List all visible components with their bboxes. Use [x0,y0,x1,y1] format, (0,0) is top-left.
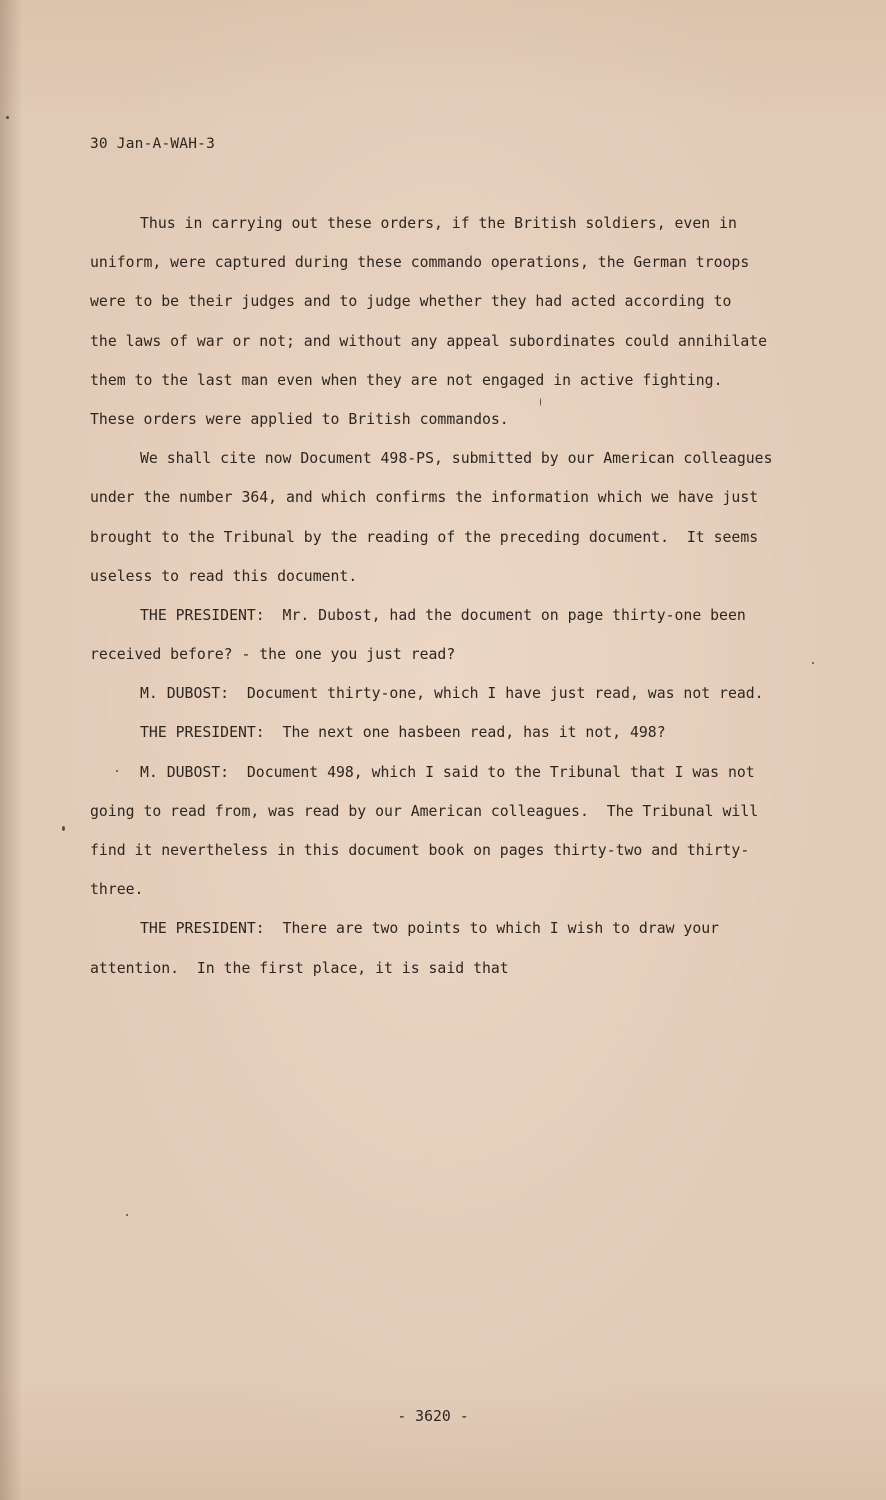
paper-speck [812,662,814,664]
paper-speck [116,770,118,772]
text-line: the laws of war or not; and without any appeal subordinates could annihilate [90,332,768,350]
text-line: brought to the Tribunal by the reading of the preceding document. It seems [90,528,759,546]
paper-speck [126,1214,128,1216]
text-line: M. DUBOST: Document thirty-one, which I have just read, was not read. [140,685,764,703]
text-line: uniform, were captured during these commando operations, the German troops [90,254,750,272]
text-line: going to read from, was read by our American colleagues. The Tribunal will [90,802,759,820]
text-line: them to the last man even when they are not engaged in active fighting. [90,371,723,389]
text-line: three. [90,881,144,899]
text-line: THE PRESIDENT: Mr. Dubost, had the document on page thirty-one been [140,606,746,624]
paper-speck [540,398,541,406]
text-line: These orders were applied to British commandos. [90,410,509,428]
text-line: We shall cite now Document 498-PS, submitted by our American colleagues [140,450,773,468]
text-line: were to be their judges and to judge whether they had acted according to [90,293,732,311]
text-line: Thus in carrying out these orders, if the British soldiers, even in [140,215,737,232]
text-line: THE PRESIDENT: There are two points to which I wish to draw your [140,920,720,938]
text-line: received before? - the one you just read? [90,646,456,664]
page-number: - 3620 - [397,1408,469,1425]
text-line: attention. In the first place, it is said that [90,959,509,977]
paper-speck [6,116,9,119]
document-header: 30 Jan-A-WAH-3 [90,136,216,152]
text-line: M. DUBOST: Document 498, which I said to the Tribunal that I was not [140,763,755,781]
text-line: THE PRESIDENT: The next one hasbeen read, has it not, 498? [140,724,666,742]
text-line: find it nevertheless in this document book on pages thirty-two and thirty- [90,842,750,859]
text-line: useless to read this document. [90,567,358,585]
text-line: under the number 364, and which confirms the information which we have just [90,489,759,507]
paper-speck [62,826,65,831]
document-body [90,204,830,988]
page-edge-shadow [0,0,22,1500]
